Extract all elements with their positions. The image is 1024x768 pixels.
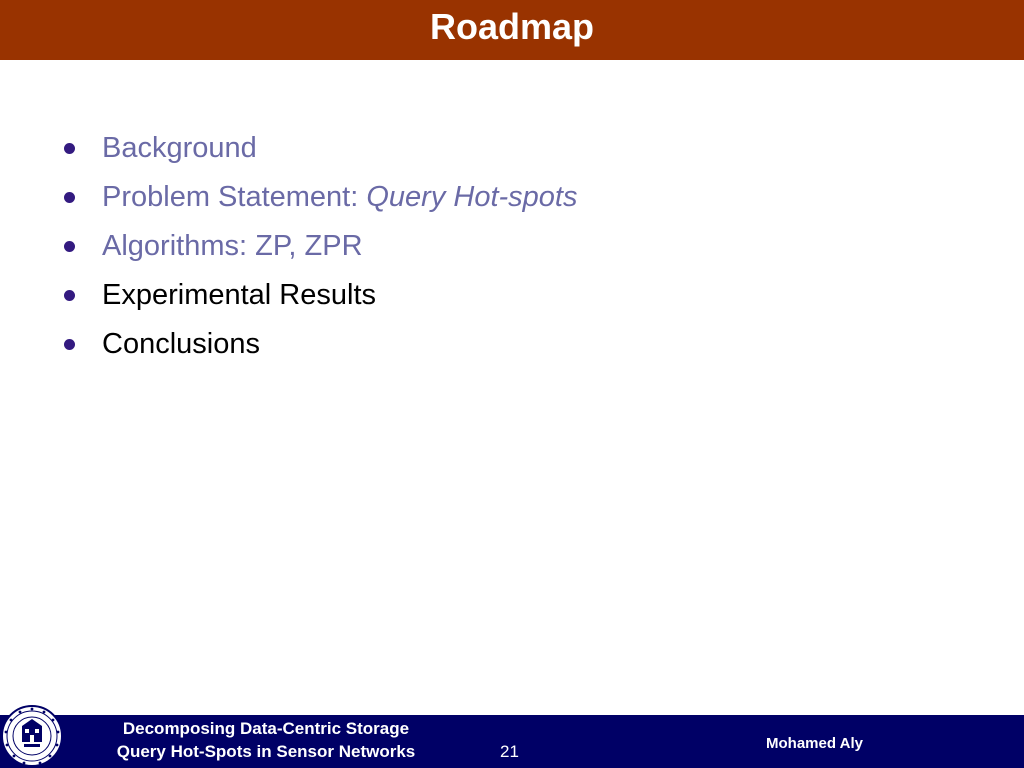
- title-bar: [0, 0, 1024, 60]
- page-number: 21: [500, 742, 519, 761]
- author-name: Mohamed Aly: [766, 735, 863, 752]
- bullet-item-conclusions: [62, 320, 577, 369]
- bullet-label: Experimental Results: [102, 279, 376, 311]
- bullet-emphasis: Query Hot-spots: [366, 181, 578, 213]
- footer-title-line2: Query Hot-Spots in Sensor Networks: [116, 742, 416, 761]
- slide-title: Roadmap: [429, 6, 595, 47]
- bullet-dot-icon: [64, 241, 75, 252]
- bullet-list: [62, 124, 577, 369]
- bullet-item-background: [62, 124, 577, 173]
- bullet-text: [102, 279, 376, 312]
- bullet-item-problem-statement: [62, 173, 577, 222]
- bullet-dot-icon: [64, 192, 75, 203]
- bullet-label: Problem Statement:: [102, 181, 367, 213]
- bullet-item-algorithms: [62, 222, 577, 271]
- bullet-text: [102, 230, 363, 263]
- bullet-label: Conclusions: [102, 328, 260, 360]
- bullet-dot-icon: [64, 143, 75, 154]
- bullet-text: [102, 132, 257, 165]
- university-seal-icon: [0, 702, 64, 768]
- footer-title-line1: Decomposing Data-Centric Storage: [122, 719, 410, 738]
- bullet-text: [102, 181, 577, 214]
- bullet-label: Algorithms: ZP, ZPR: [102, 230, 363, 262]
- bullet-text: [102, 328, 260, 361]
- bullet-label: Background: [102, 132, 257, 164]
- bullet-item-experimental-results: [62, 271, 577, 320]
- footer-presentation-title: [80, 717, 452, 763]
- bullet-dot-icon: [64, 339, 75, 350]
- bullet-dot-icon: [64, 290, 75, 301]
